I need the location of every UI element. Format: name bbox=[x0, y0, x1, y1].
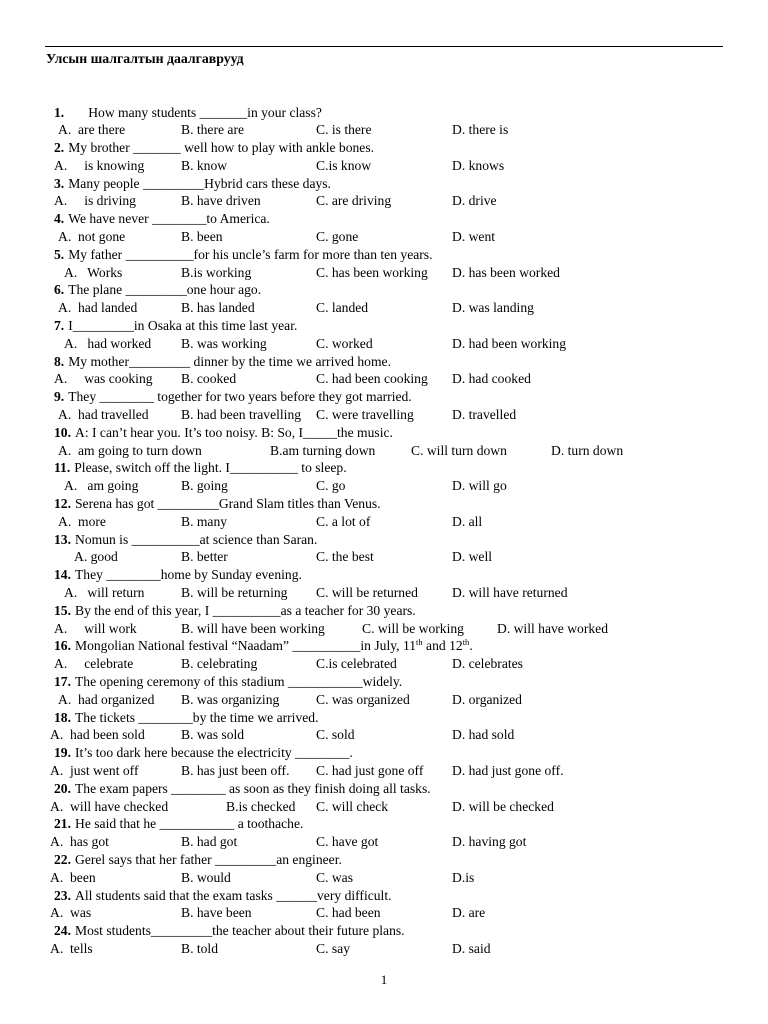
answer-option: A. will work bbox=[54, 620, 137, 636]
question-stem bbox=[54, 281, 261, 299]
question-text: Mongolian National festival “Naadam” __________in July, 11 bbox=[75, 638, 417, 654]
answer-options bbox=[0, 655, 768, 673]
answer-option: D. was landing bbox=[452, 300, 534, 316]
answer-options bbox=[0, 584, 768, 602]
answer-option: C. will turn down bbox=[411, 442, 507, 458]
answer-option: D. are bbox=[452, 905, 486, 921]
answer-option: A. had worked bbox=[64, 335, 152, 351]
answer-option: A. good bbox=[74, 549, 118, 565]
question-item bbox=[0, 139, 768, 175]
answer-option: A. is knowing bbox=[54, 157, 145, 173]
answer-option: A. am going to turn down bbox=[58, 442, 202, 458]
question-stem bbox=[54, 317, 297, 335]
answer-option: D. well bbox=[452, 549, 493, 565]
answer-option: A. tells bbox=[50, 940, 93, 956]
question-item bbox=[0, 388, 768, 424]
answer-options bbox=[0, 477, 768, 495]
answer-option: A. is driving bbox=[54, 193, 136, 209]
answer-options bbox=[0, 264, 768, 282]
answer-option: D. having got bbox=[452, 834, 527, 850]
question-number: 2. bbox=[54, 140, 65, 156]
document-heading: Улсын шалгалтын даалгаврууд bbox=[46, 51, 244, 66]
answer-option: B. will be returning bbox=[181, 585, 288, 601]
answer-options bbox=[0, 335, 768, 353]
answer-option: C. has been working bbox=[316, 264, 428, 280]
question-item bbox=[0, 281, 768, 317]
page-number: 1 bbox=[380, 972, 388, 987]
question-item bbox=[0, 210, 768, 246]
answer-option: C. the best bbox=[316, 549, 374, 565]
answer-option: B. would bbox=[181, 869, 231, 885]
answer-option: A. am going bbox=[64, 478, 139, 494]
question-item bbox=[0, 780, 768, 816]
question-stem bbox=[54, 851, 342, 869]
answer-option: C. say bbox=[316, 940, 350, 956]
answer-option: A. Works bbox=[64, 264, 123, 280]
answer-option: B.is checked bbox=[226, 798, 296, 814]
question-text: My brother _______ well how to play with ankle bones. bbox=[68, 140, 375, 156]
answer-options bbox=[0, 370, 768, 388]
answer-option: C. go bbox=[316, 478, 346, 494]
answer-option: D. had been working bbox=[452, 335, 567, 351]
question-number: 23. bbox=[54, 887, 71, 903]
question-number: 21. bbox=[54, 816, 71, 832]
answer-option: B. has just been off. bbox=[181, 762, 290, 778]
answer-options bbox=[0, 192, 768, 210]
question-number: 24. bbox=[54, 923, 71, 939]
question-text-end: . bbox=[469, 638, 473, 654]
question-item bbox=[0, 353, 768, 389]
question-item bbox=[0, 495, 768, 531]
question-list bbox=[0, 104, 768, 958]
answer-option: C. worked bbox=[316, 335, 373, 351]
answer-option: D. will go bbox=[452, 478, 507, 494]
answer-option: C. were travelling bbox=[316, 407, 414, 423]
question-stem bbox=[54, 673, 402, 691]
question-number: 19. bbox=[54, 745, 71, 761]
question-text: The plane _________one hour ago. bbox=[68, 282, 262, 298]
answer-option: B.is working bbox=[181, 264, 252, 280]
answer-option: C. will check bbox=[316, 798, 389, 814]
question-item bbox=[0, 317, 768, 353]
question-stem bbox=[54, 531, 317, 549]
answer-options bbox=[0, 869, 768, 887]
question-text: The tickets ________by the time we arrived. bbox=[75, 709, 319, 725]
answer-option: A. has got bbox=[50, 834, 109, 850]
answer-options bbox=[0, 833, 768, 851]
answer-option: B. have been bbox=[181, 905, 252, 921]
answer-option: C. was organized bbox=[316, 691, 410, 707]
answer-option: B. have driven bbox=[181, 193, 261, 209]
question-text: Serena has got _________Grand Slam titles than Venus. bbox=[75, 496, 381, 512]
question-stem bbox=[54, 709, 319, 727]
answer-option: A. more bbox=[58, 513, 106, 529]
answer-option: A. had landed bbox=[58, 300, 138, 316]
answer-option: B. better bbox=[181, 549, 228, 565]
question-text: The opening ceremony of this stadium ___________widely. bbox=[75, 674, 403, 689]
answer-option: C. landed bbox=[316, 300, 369, 316]
question-text: I_________in Osaka at this time last year. bbox=[68, 318, 298, 334]
answer-option: C. had been bbox=[316, 905, 381, 921]
answer-option: B. there are bbox=[181, 122, 245, 138]
ordinal-suffix: th bbox=[416, 637, 423, 648]
answer-option: D. will have worked bbox=[497, 620, 608, 636]
question-stem bbox=[54, 104, 322, 122]
question-text: The exam papers ________ as soon as they finish doing all tasks. bbox=[75, 780, 431, 796]
answer-option: B. had been travelling bbox=[181, 407, 302, 423]
answer-option: D. all bbox=[452, 513, 483, 529]
answer-option: D. had cooked bbox=[452, 371, 531, 387]
question-number: 3. bbox=[54, 175, 65, 191]
question-text: He said that he ___________ a toothache. bbox=[75, 816, 304, 832]
question-item bbox=[0, 175, 768, 211]
question-number: 5. bbox=[54, 246, 65, 262]
answer-option: A. just went off bbox=[50, 762, 139, 778]
question-text: It’s too dark here because the electricity ________. bbox=[75, 745, 353, 761]
answer-option: B. has landed bbox=[181, 300, 255, 316]
question-stem bbox=[54, 388, 412, 406]
answer-options bbox=[0, 940, 768, 958]
answer-options bbox=[0, 798, 768, 816]
answer-options bbox=[0, 620, 768, 638]
answer-option: A. had organized bbox=[58, 691, 155, 707]
question-number: 7. bbox=[54, 318, 65, 334]
question-text: Nomun is __________at science than Saran. bbox=[75, 531, 318, 547]
answer-option: C. was bbox=[316, 869, 354, 885]
answer-option: D.is bbox=[452, 869, 475, 885]
answer-option: B. was working bbox=[181, 335, 267, 351]
answer-option: A. will have checked bbox=[50, 798, 169, 814]
answer-option: C. will be returned bbox=[316, 585, 418, 601]
question-number: 11. bbox=[54, 460, 71, 476]
answer-option: D. there is bbox=[452, 122, 509, 138]
answer-option: C. is there bbox=[316, 122, 372, 138]
question-text: How many students _______in your class? bbox=[88, 104, 322, 120]
answer-option: B. had got bbox=[181, 834, 238, 850]
answer-option: A. are there bbox=[58, 122, 126, 138]
question-text-continued: and 12 bbox=[422, 638, 463, 654]
answer-option: A. had been sold bbox=[50, 727, 145, 743]
question-item bbox=[0, 673, 768, 709]
question-text: Please, switch off the light. I__________ to sleep. bbox=[74, 460, 347, 476]
answer-option: D. had sold bbox=[452, 727, 515, 743]
question-stem bbox=[54, 246, 433, 264]
answer-option: B. cooked bbox=[181, 371, 237, 387]
question-number: 22. bbox=[54, 851, 71, 867]
answer-option: C. will be working bbox=[362, 620, 464, 636]
question-number: 18. bbox=[54, 709, 71, 725]
question-text: A: I can’t hear you. It’s too noisy. B: So, I_____the music. bbox=[75, 424, 393, 440]
question-stem bbox=[54, 744, 353, 762]
question-number: 9. bbox=[54, 389, 65, 405]
question-stem bbox=[54, 780, 431, 798]
question-stem bbox=[54, 459, 347, 477]
answer-options bbox=[0, 513, 768, 531]
answer-options bbox=[0, 762, 768, 780]
answer-option: D. will have returned bbox=[452, 585, 568, 601]
question-stem bbox=[54, 175, 331, 193]
answer-option: B. celebrating bbox=[181, 656, 258, 672]
answer-option: D. organized bbox=[452, 691, 522, 707]
question-stem bbox=[54, 637, 473, 655]
answer-options bbox=[0, 121, 768, 139]
answer-option: D. celebrates bbox=[452, 656, 523, 672]
answer-options bbox=[0, 157, 768, 175]
question-number: 13. bbox=[54, 531, 71, 547]
answer-option: B. told bbox=[181, 940, 219, 956]
question-number: 10. bbox=[54, 424, 71, 440]
question-stem bbox=[54, 887, 392, 905]
answer-option: C. had been cooking bbox=[316, 371, 428, 387]
answer-option: A. was bbox=[50, 905, 92, 921]
answer-options bbox=[0, 548, 768, 566]
question-text: My father __________for his uncle’s farm for more than ten years. bbox=[68, 246, 433, 262]
answer-options bbox=[0, 691, 768, 709]
question-stem bbox=[54, 815, 303, 833]
question-item bbox=[0, 104, 768, 140]
question-item bbox=[0, 637, 768, 673]
answer-option: C. have got bbox=[316, 834, 379, 850]
answer-option: D. has been worked bbox=[452, 264, 560, 280]
answer-option: B. was organizing bbox=[181, 691, 280, 707]
question-text: By the end of this year, I __________as a teacher for 30 years. bbox=[75, 602, 416, 618]
answer-options bbox=[0, 726, 768, 744]
answer-options bbox=[0, 228, 768, 246]
answer-option: C. gone bbox=[316, 229, 359, 245]
question-number: 20. bbox=[54, 780, 71, 796]
question-stem bbox=[54, 353, 391, 371]
answer-option: D. went bbox=[452, 229, 496, 245]
answer-option: B. will have been working bbox=[181, 620, 325, 636]
answer-options bbox=[0, 442, 768, 460]
question-item bbox=[0, 246, 768, 282]
question-item bbox=[0, 922, 768, 958]
question-text: Most students_________the teacher about their future plans. bbox=[75, 923, 405, 939]
answer-option: C.is know bbox=[316, 157, 372, 173]
answer-option: D. will be checked bbox=[452, 798, 554, 814]
question-item bbox=[0, 531, 768, 567]
question-stem bbox=[54, 495, 381, 513]
answer-option: A. was cooking bbox=[54, 371, 153, 387]
question-number: 16. bbox=[54, 638, 71, 654]
header-rule bbox=[45, 46, 723, 47]
answer-option: B. was sold bbox=[181, 727, 245, 743]
question-text: Gerel says that her father _________an engineer. bbox=[75, 851, 342, 867]
question-stem bbox=[54, 139, 374, 157]
answer-options bbox=[0, 299, 768, 317]
question-number: 15. bbox=[54, 602, 71, 618]
answer-option: B.am turning down bbox=[270, 442, 376, 458]
question-stem bbox=[54, 210, 270, 228]
question-stem bbox=[54, 566, 302, 584]
answer-option: B. been bbox=[181, 229, 223, 245]
question-text: All students said that the exam tasks ______very difficult. bbox=[75, 887, 392, 903]
question-item bbox=[0, 424, 768, 460]
question-text: They ________ together for two years before they got married. bbox=[68, 389, 412, 405]
question-text: We have never ________to America. bbox=[68, 211, 270, 227]
answer-option: C. sold bbox=[316, 727, 355, 743]
answer-option: C. had just gone off bbox=[316, 762, 424, 778]
question-number: 8. bbox=[54, 353, 65, 369]
question-stem bbox=[54, 922, 405, 940]
question-stem bbox=[54, 424, 393, 442]
answer-option: D. turn down bbox=[551, 442, 624, 458]
question-item bbox=[0, 815, 768, 851]
answer-option: C.is celebrated bbox=[316, 656, 397, 672]
question-number: 14. bbox=[54, 567, 71, 583]
answer-option: A. had travelled bbox=[58, 407, 149, 423]
question-item bbox=[0, 709, 768, 745]
answer-option: A. will return bbox=[64, 585, 145, 601]
answer-option: D. travelled bbox=[452, 407, 517, 423]
question-number: 4. bbox=[54, 211, 65, 227]
question-item bbox=[0, 602, 768, 638]
question-text: My mother_________ dinner by the time we arrived home. bbox=[68, 353, 391, 369]
answer-option: A. been bbox=[50, 869, 96, 885]
answer-option: D. drive bbox=[452, 193, 497, 209]
question-number: 12. bbox=[54, 496, 71, 512]
answer-option: D. had just gone off. bbox=[452, 762, 564, 778]
question-item bbox=[0, 566, 768, 602]
question-number: 6. bbox=[54, 282, 65, 298]
answer-option: C. are driving bbox=[316, 193, 392, 209]
answer-options bbox=[0, 406, 768, 424]
answer-options bbox=[0, 904, 768, 922]
answer-option: B. going bbox=[181, 478, 228, 494]
answer-option: B. know bbox=[181, 157, 228, 173]
answer-option: A. not gone bbox=[58, 229, 126, 245]
question-item bbox=[0, 887, 768, 923]
question-number: 17. bbox=[54, 674, 71, 689]
ordinal-suffix: th bbox=[462, 637, 470, 648]
question-text: Many people _________Hybrid cars these days. bbox=[68, 175, 331, 191]
question-text: They ________home by Sunday evening. bbox=[75, 567, 302, 583]
answer-option: D. said bbox=[452, 940, 491, 956]
answer-option: C. a lot of bbox=[316, 513, 371, 529]
question-stem bbox=[54, 602, 416, 620]
answer-option: B. many bbox=[181, 513, 228, 529]
answer-option: A. celebrate bbox=[54, 656, 134, 672]
question-number: 1. bbox=[54, 104, 65, 120]
question-item bbox=[0, 851, 768, 887]
question-item bbox=[0, 744, 768, 780]
answer-option: D. knows bbox=[452, 157, 505, 173]
question-item bbox=[0, 459, 768, 495]
